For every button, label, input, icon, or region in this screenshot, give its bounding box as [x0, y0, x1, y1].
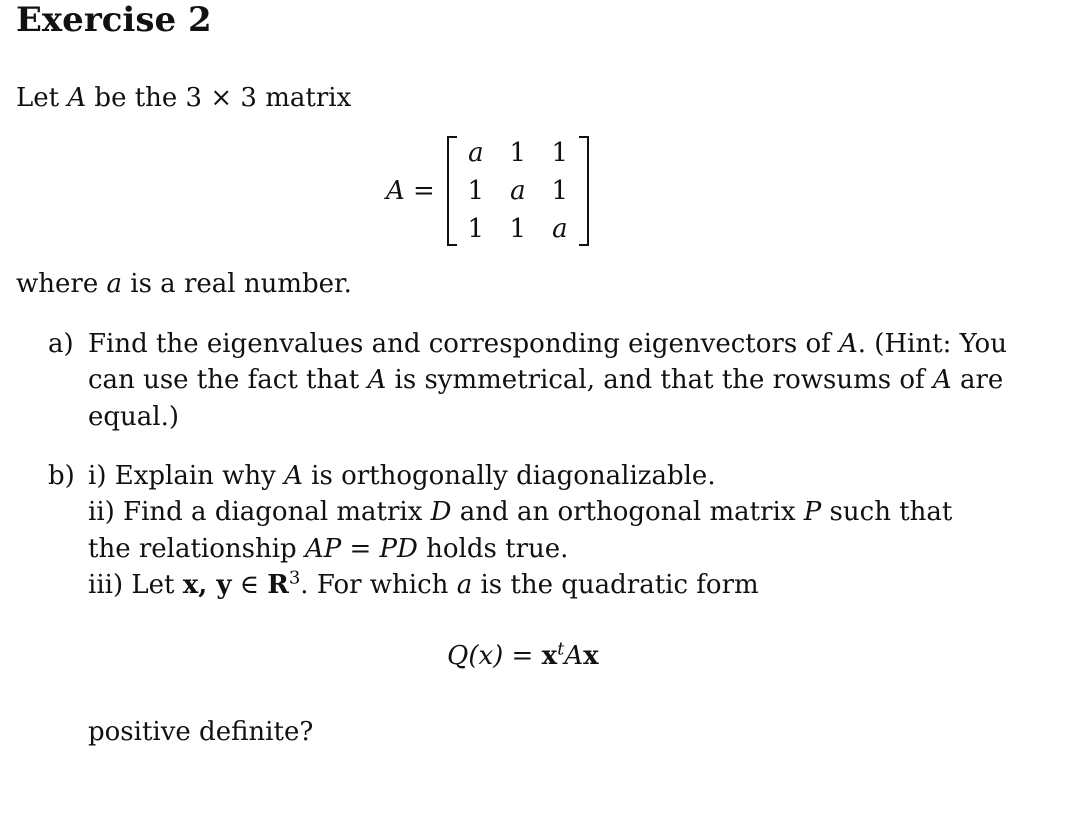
matrix-lhs: A = — [386, 175, 435, 206]
part-a-text: Find the eigenvalues and corresponding eigenvectors of A. (Hint: You can use the fact that A is symmetrical, and that the rowsums of A are equal.) — [88, 329, 1007, 432]
matrix-cell: 1 — [551, 138, 569, 168]
matrix-cell: 1 — [467, 176, 485, 206]
part-b-ii-cont: the relationship AP = PD holds true. — [88, 533, 569, 564]
part-a-label: a) — [48, 329, 74, 359]
exercise-title: Exercise 2 — [16, 0, 212, 40]
part-b-text — [88, 458, 978, 604]
left-bracket — [447, 136, 457, 246]
part-b-iii: iii) Let x, y ∈ $R^3$. For which a is the quadratic form — [88, 567, 759, 601]
right-bracket — [579, 136, 589, 246]
matrix-cell: a — [510, 176, 526, 206]
matrix-A — [447, 134, 589, 248]
matrix-cell: a — [552, 214, 568, 244]
intro-text: Let A be the 3 × 3 matrix — [16, 83, 352, 113]
part-b-ii: ii) Find a diagonal matrix D and an orthogonal matrix P such that — [88, 497, 953, 528]
quadratic-form-equation: $Q(x) = x^tAx$ — [447, 638, 599, 671]
matrix-cell: 1 — [509, 214, 527, 244]
part-b-i: i) Explain why A is orthogonally diagonalizable. — [88, 461, 716, 491]
part-b-label: b) — [48, 461, 75, 491]
matrix-cell: a — [468, 138, 484, 168]
where-text: where a is a real number. — [16, 269, 352, 299]
matrix-cell: 1 — [467, 214, 485, 244]
closing-text: positive definite? — [88, 717, 314, 747]
matrix-equation — [386, 134, 589, 248]
matrix-cell: 1 — [551, 176, 569, 206]
matrix-cell: 1 — [509, 138, 527, 168]
